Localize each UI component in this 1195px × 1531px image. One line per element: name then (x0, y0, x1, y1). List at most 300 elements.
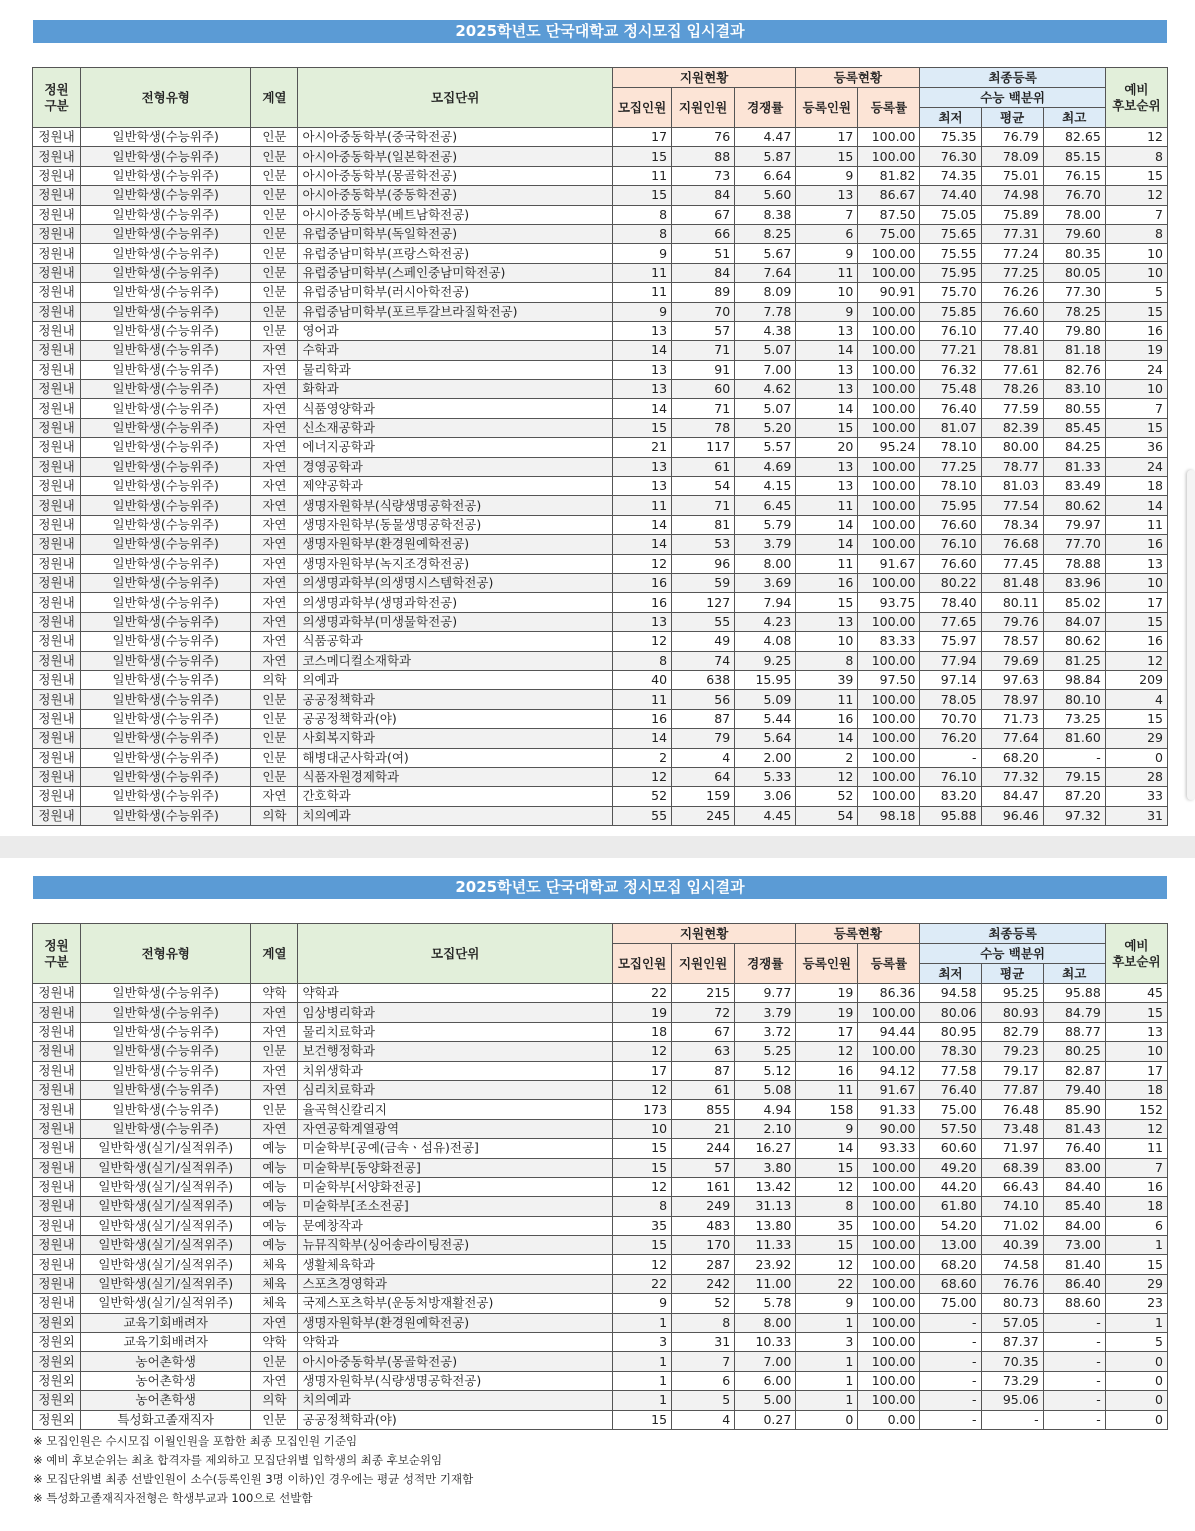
min-cell: 76.60 (920, 554, 981, 573)
type-cell: 일반학생(수능위주) (81, 341, 251, 360)
type-cell: 일반학생(수능위주) (81, 593, 251, 612)
header-final-group: 최종등록 (920, 68, 1105, 88)
header-field: 계열 (251, 924, 298, 984)
unit-cell: 문예창작과 (298, 1216, 613, 1235)
recruit-cell: 11 (612, 283, 671, 302)
quota-cell: 정원내 (33, 515, 81, 534)
registered-cell: 14 (796, 1139, 858, 1158)
table-row (33, 321, 1168, 340)
avg-cell: 74.58 (981, 1255, 1043, 1274)
ratio-cell: 3.06 (735, 787, 796, 806)
min-cell: 74.35 (920, 166, 981, 185)
reg-rate-cell: 86.67 (858, 186, 920, 205)
recruit-cell: 13 (612, 457, 671, 476)
registered-cell: 12 (796, 1042, 858, 1061)
quota-cell: 정원외 (33, 1410, 81, 1429)
recruit-cell: 1 (612, 1371, 671, 1390)
reg-rate-cell: 87.50 (858, 205, 920, 224)
reg-rate-cell: 100.00 (858, 1371, 920, 1390)
unit-cell: 자연공학계열광역 (298, 1119, 613, 1138)
registered-cell: 12 (796, 1255, 858, 1274)
avg-cell: 77.24 (981, 244, 1043, 263)
type-cell: 일반학생(수능위주) (81, 224, 251, 243)
avg-cell: 40.39 (981, 1236, 1043, 1255)
type-cell: 일반학생(실기/실적위주) (81, 1236, 251, 1255)
recruit-cell: 17 (612, 1061, 671, 1080)
quota-cell: 정원외 (33, 1391, 81, 1410)
applicants-cell: 96 (672, 554, 735, 573)
max-cell: 85.45 (1043, 418, 1105, 437)
quota-cell: 정원내 (33, 186, 81, 205)
unit-cell: 미술학부[동양화전공] (298, 1158, 613, 1177)
applicants-cell: 51 (672, 244, 735, 263)
max-cell: 97.32 (1043, 806, 1105, 825)
reg-rate-cell: 100.00 (858, 380, 920, 399)
waitlist-cell: 23 (1105, 1294, 1167, 1313)
unit-cell: 아시아중동학부(몽골학전공) (298, 1352, 613, 1371)
registered-cell: 13 (796, 186, 858, 205)
quota-cell: 정원내 (33, 1022, 81, 1041)
max-cell: 79.80 (1043, 321, 1105, 340)
applicants-cell: 88 (672, 147, 735, 166)
header-type: 전형유형 (81, 68, 251, 128)
avg-cell: 96.46 (981, 806, 1043, 825)
ratio-cell: 5.67 (735, 244, 796, 263)
waitlist-cell: 29 (1105, 1274, 1167, 1293)
unit-cell: 제약공학과 (298, 477, 613, 496)
recruit-cell: 35 (612, 1216, 671, 1235)
quota-cell: 정원내 (33, 767, 81, 786)
reg-rate-cell: 100.00 (858, 321, 920, 340)
reg-rate-cell: 100.00 (858, 147, 920, 166)
quota-cell: 정원내 (33, 438, 81, 457)
ratio-cell: 2.00 (735, 748, 796, 767)
recruit-cell: 1 (612, 1391, 671, 1410)
unit-cell: 공공정책학과(야) (298, 1410, 613, 1429)
waitlist-cell: 24 (1105, 360, 1167, 379)
table-row (33, 1080, 1168, 1099)
avg-cell: 77.64 (981, 729, 1043, 748)
type-cell: 일반학생(수능위주) (81, 1022, 251, 1041)
reg-rate-cell: 94.44 (858, 1022, 920, 1041)
unit-cell: 식품공학과 (298, 632, 613, 651)
type-cell: 일반학생(수능위주) (81, 1100, 251, 1119)
table-row (33, 399, 1168, 418)
reg-rate-cell: 100.00 (858, 535, 920, 554)
min-cell: - (920, 1391, 981, 1410)
quota-cell: 정원내 (33, 593, 81, 612)
waitlist-cell: 16 (1105, 632, 1167, 651)
header-apply-group: 지원현황 (612, 924, 795, 944)
quota-cell: 정원내 (33, 670, 81, 689)
reg-rate-cell: 86.36 (858, 984, 920, 1003)
recruit-cell: 14 (612, 535, 671, 554)
min-cell: 78.10 (920, 477, 981, 496)
waitlist-cell: 5 (1105, 1333, 1167, 1352)
max-cell: 81.18 (1043, 341, 1105, 360)
avg-cell: 71.97 (981, 1139, 1043, 1158)
quota-cell: 정원내 (33, 1255, 81, 1274)
quota-cell: 정원내 (33, 477, 81, 496)
reg-rate-cell: 100.00 (858, 263, 920, 282)
registered-cell: 14 (796, 729, 858, 748)
ratio-cell: 3.79 (735, 1003, 796, 1022)
avg-cell: 77.45 (981, 554, 1043, 573)
avg-cell: 80.11 (981, 593, 1043, 612)
table-row (33, 418, 1168, 437)
registered-cell: 0 (796, 1410, 858, 1429)
registered-cell: 11 (796, 263, 858, 282)
waitlist-cell: 6 (1105, 1216, 1167, 1235)
waitlist-cell: 1 (1105, 1313, 1167, 1332)
avg-cell: 78.97 (981, 690, 1043, 709)
unit-cell: 생명자원학부(녹지조경학전공) (298, 554, 613, 573)
registered-cell: 17 (796, 1022, 858, 1041)
field-cell: 자연 (251, 1080, 298, 1099)
min-cell: 94.58 (920, 984, 981, 1003)
avg-cell: 70.35 (981, 1352, 1043, 1371)
registered-cell: 10 (796, 283, 858, 302)
type-cell: 일반학생(수능위주) (81, 1042, 251, 1061)
ratio-cell: 7.64 (735, 263, 796, 282)
table-row (33, 612, 1168, 631)
quota-cell: 정원내 (33, 147, 81, 166)
ratio-cell: 4.38 (735, 321, 796, 340)
avg-cell: 77.40 (981, 321, 1043, 340)
ratio-cell: 8.38 (735, 205, 796, 224)
max-cell: 76.40 (1043, 1139, 1105, 1158)
type-cell: 일반학생(수능위주) (81, 787, 251, 806)
unit-cell: 아시아중동학부(베트남학전공) (298, 205, 613, 224)
ratio-cell: 5.79 (735, 515, 796, 534)
max-cell: 83.96 (1043, 573, 1105, 592)
waitlist-cell: 0 (1105, 1391, 1167, 1410)
reg-rate-cell: 91.67 (858, 1080, 920, 1099)
registered-cell: 14 (796, 535, 858, 554)
reg-rate-cell: 100.00 (858, 1255, 920, 1274)
registered-cell: 12 (796, 767, 858, 786)
type-cell: 일반학생(수능위주) (81, 283, 251, 302)
recruit-cell: 16 (612, 593, 671, 612)
recruit-cell: 40 (612, 670, 671, 689)
reg-rate-cell: 100.00 (858, 128, 920, 147)
recruit-cell: 13 (612, 380, 671, 399)
type-cell: 일반학생(수능위주) (81, 418, 251, 437)
table-row (33, 1313, 1168, 1332)
ratio-cell: 5.78 (735, 1294, 796, 1313)
waitlist-cell: 13 (1105, 554, 1167, 573)
type-cell: 일반학생(수능위주) (81, 263, 251, 282)
header-unit: 모집단위 (298, 68, 613, 128)
reg-rate-cell: 93.75 (858, 593, 920, 612)
min-cell: 95.88 (920, 806, 981, 825)
waitlist-cell: 4 (1105, 690, 1167, 709)
field-cell: 인문 (251, 1100, 298, 1119)
ratio-cell: 6.64 (735, 166, 796, 185)
applicants-cell: 71 (672, 341, 735, 360)
avg-cell: 73.29 (981, 1371, 1043, 1390)
max-cell: - (1043, 1371, 1105, 1390)
unit-cell: 영어과 (298, 321, 613, 340)
quota-cell: 정원내 (33, 729, 81, 748)
registered-cell: 7 (796, 205, 858, 224)
type-cell: 일반학생(수능위주) (81, 984, 251, 1003)
type-cell: 일반학생(수능위주) (81, 321, 251, 340)
ratio-cell: 8.00 (735, 1313, 796, 1332)
table-row (33, 1410, 1168, 1429)
registered-cell: 9 (796, 244, 858, 263)
field-cell: 인문 (251, 321, 298, 340)
quota-cell: 정원외 (33, 1371, 81, 1390)
min-cell: - (920, 748, 981, 767)
applicants-cell: 76 (672, 128, 735, 147)
quota-cell: 정원내 (33, 612, 81, 631)
max-cell: 95.88 (1043, 984, 1105, 1003)
reg-rate-cell: 91.33 (858, 1100, 920, 1119)
max-cell: 98.84 (1043, 670, 1105, 689)
table-row (33, 1333, 1168, 1352)
min-cell: 77.94 (920, 651, 981, 670)
min-cell: 80.95 (920, 1022, 981, 1041)
avg-cell: 78.26 (981, 380, 1043, 399)
unit-cell: 아시아중동학부(중동학전공) (298, 186, 613, 205)
field-cell: 체육 (251, 1294, 298, 1313)
table-row (33, 709, 1168, 728)
max-cell: 84.07 (1043, 612, 1105, 631)
scrollbar-handle[interactable] (1187, 470, 1195, 800)
table-row (33, 438, 1168, 457)
applicants-cell: 52 (672, 1294, 735, 1313)
header-quota: 정원 구분 (33, 68, 81, 128)
quota-cell: 정원내 (33, 1197, 81, 1216)
type-cell: 일반학생(수능위주) (81, 1080, 251, 1099)
applicants-cell: 21 (672, 1119, 735, 1138)
ratio-cell: 13.42 (735, 1177, 796, 1196)
footnote: ※ 예비 후보순위는 최초 합격자를 제외하고 모집단위별 입학생의 최종 후보순위임 (33, 1453, 443, 1467)
recruit-cell: 19 (612, 1003, 671, 1022)
reg-rate-cell: 100.00 (858, 360, 920, 379)
avg-cell: 76.76 (981, 1274, 1043, 1293)
applicants-cell: 56 (672, 690, 735, 709)
type-cell: 일반학생(수능위주) (81, 128, 251, 147)
recruit-cell: 12 (612, 767, 671, 786)
type-cell: 일반학생(수능위주) (81, 670, 251, 689)
registered-cell: 1 (796, 1313, 858, 1332)
ratio-cell: 5.08 (735, 1080, 796, 1099)
reg-rate-cell: 100.00 (858, 457, 920, 476)
max-cell: 80.55 (1043, 399, 1105, 418)
quota-cell: 정원내 (33, 1236, 81, 1255)
registered-cell: 15 (796, 418, 858, 437)
min-cell: - (920, 1333, 981, 1352)
table-row (33, 651, 1168, 670)
recruit-cell: 52 (612, 787, 671, 806)
registered-cell: 39 (796, 670, 858, 689)
type-cell: 일반학생(수능위주) (81, 360, 251, 379)
header-min: 최저 (920, 108, 981, 128)
ratio-cell: 16.27 (735, 1139, 796, 1158)
waitlist-cell: 15 (1105, 418, 1167, 437)
type-cell: 일반학생(실기/실적위주) (81, 1177, 251, 1196)
quota-cell: 정원외 (33, 1313, 81, 1332)
field-cell: 예능 (251, 1139, 298, 1158)
header-applicants: 지원인원 (672, 944, 735, 984)
avg-cell: 78.34 (981, 515, 1043, 534)
unit-cell: 임상병리학과 (298, 1003, 613, 1022)
registered-cell: 22 (796, 1274, 858, 1293)
quota-cell: 정원내 (33, 341, 81, 360)
applicants-cell: 61 (672, 457, 735, 476)
reg-rate-cell: 100.00 (858, 496, 920, 515)
min-cell: 78.40 (920, 593, 981, 612)
avg-cell: 74.10 (981, 1197, 1043, 1216)
waitlist-cell: 0 (1105, 1410, 1167, 1429)
unit-cell: 유럽중남미학부(포르투갈브라질학전공) (298, 302, 613, 321)
quota-cell: 정원내 (33, 748, 81, 767)
waitlist-cell: 7 (1105, 399, 1167, 418)
unit-cell: 율곡혁신칼리지 (298, 1100, 613, 1119)
applicants-cell: 91 (672, 360, 735, 379)
ratio-cell: 11.00 (735, 1274, 796, 1293)
applicants-cell: 5 (672, 1391, 735, 1410)
registered-cell: 9 (796, 166, 858, 185)
min-cell: 77.65 (920, 612, 981, 631)
waitlist-cell: 15 (1105, 166, 1167, 185)
registered-cell: 9 (796, 1294, 858, 1313)
quota-cell: 정원내 (33, 1080, 81, 1099)
recruit-cell: 10 (612, 1119, 671, 1138)
min-cell: 75.70 (920, 283, 981, 302)
registered-cell: 13 (796, 612, 858, 631)
table-body (33, 984, 1168, 1430)
results-table-2 (32, 923, 1168, 1430)
quota-cell: 정원내 (33, 1216, 81, 1235)
recruit-cell: 1 (612, 1352, 671, 1371)
waitlist-cell: 10 (1105, 573, 1167, 592)
reg-rate-cell: 100.00 (858, 244, 920, 263)
table-row (33, 302, 1168, 321)
field-cell: 자연 (251, 418, 298, 437)
type-cell: 일반학생(실기/실적위주) (81, 1216, 251, 1235)
max-cell: 73.00 (1043, 1236, 1105, 1255)
applicants-cell: 244 (672, 1139, 735, 1158)
field-cell: 인문 (251, 186, 298, 205)
footnotes (33, 1432, 473, 1508)
table-row (33, 1022, 1168, 1041)
registered-cell: 2 (796, 748, 858, 767)
header-reg-group: 등록현황 (796, 924, 920, 944)
reg-rate-cell: 100.00 (858, 1333, 920, 1352)
quota-cell: 정원내 (33, 1177, 81, 1196)
recruit-cell: 15 (612, 418, 671, 437)
unit-cell: 의예과 (298, 670, 613, 689)
quota-cell: 정원내 (33, 1100, 81, 1119)
field-cell: 인문 (251, 283, 298, 302)
type-cell: 일반학생(수능위주) (81, 186, 251, 205)
quota-cell: 정원내 (33, 457, 81, 476)
avg-cell: 75.89 (981, 205, 1043, 224)
avg-cell: 77.25 (981, 263, 1043, 282)
unit-cell: 스포츠경영학과 (298, 1274, 613, 1293)
type-cell: 일반학생(실기/실적위주) (81, 1158, 251, 1177)
reg-rate-cell: 100.00 (858, 767, 920, 786)
reg-rate-cell: 100.00 (858, 1197, 920, 1216)
quota-cell: 정원내 (33, 709, 81, 728)
max-cell: 73.25 (1043, 709, 1105, 728)
avg-cell: 76.48 (981, 1100, 1043, 1119)
max-cell: - (1043, 1333, 1105, 1352)
type-cell: 일반학생(수능위주) (81, 515, 251, 534)
applicants-cell: 31 (672, 1333, 735, 1352)
avg-cell: 78.09 (981, 147, 1043, 166)
table-row (33, 1294, 1168, 1313)
field-cell: 자연 (251, 612, 298, 631)
waitlist-cell: 29 (1105, 729, 1167, 748)
type-cell: 일반학생(수능위주) (81, 1119, 251, 1138)
avg-cell: 76.60 (981, 302, 1043, 321)
waitlist-cell: 12 (1105, 1119, 1167, 1138)
table-row (33, 380, 1168, 399)
table-row (33, 1371, 1168, 1390)
max-cell: 84.25 (1043, 438, 1105, 457)
recruit-cell: 12 (612, 1080, 671, 1099)
header-avg: 평균 (981, 964, 1043, 984)
max-cell: - (1043, 1410, 1105, 1429)
field-cell: 자연 (251, 535, 298, 554)
min-cell: - (920, 1371, 981, 1390)
max-cell: 83.00 (1043, 1158, 1105, 1177)
min-cell: 75.48 (920, 380, 981, 399)
unit-cell: 보건행정학과 (298, 1042, 613, 1061)
reg-rate-cell: 100.00 (858, 1003, 920, 1022)
table-row (33, 1042, 1168, 1061)
ratio-cell: 10.33 (735, 1333, 796, 1352)
quota-cell: 정원내 (33, 1042, 81, 1061)
quota-cell: 정원내 (33, 128, 81, 147)
unit-cell: 생명자원학부(환경원예학전공) (298, 535, 613, 554)
field-cell: 인문 (251, 166, 298, 185)
table-body (33, 128, 1168, 826)
type-cell: 일반학생(실기/실적위주) (81, 1255, 251, 1274)
ratio-cell: 5.57 (735, 438, 796, 457)
min-cell: 78.30 (920, 1042, 981, 1061)
registered-cell: 17 (796, 128, 858, 147)
table-row (33, 515, 1168, 534)
header-suneung: 수능 백분위 (920, 944, 1105, 964)
field-cell: 인문 (251, 205, 298, 224)
reg-rate-cell: 83.33 (858, 632, 920, 651)
min-cell: 74.40 (920, 186, 981, 205)
min-cell: 57.50 (920, 1119, 981, 1138)
ratio-cell: 7.78 (735, 302, 796, 321)
recruit-cell: 12 (612, 554, 671, 573)
type-cell: 일반학생(수능위주) (81, 147, 251, 166)
field-cell: 자연 (251, 1371, 298, 1390)
waitlist-cell: 15 (1105, 302, 1167, 321)
applicants-cell: 71 (672, 496, 735, 515)
waitlist-cell: 15 (1105, 612, 1167, 631)
max-cell: 84.79 (1043, 1003, 1105, 1022)
registered-cell: 13 (796, 360, 858, 379)
unit-cell: 미술학부[공예(금속ㆍ섬유)전공] (298, 1139, 613, 1158)
min-cell: - (920, 1352, 981, 1371)
recruit-cell: 14 (612, 515, 671, 534)
recruit-cell: 14 (612, 399, 671, 418)
avg-cell: 97.63 (981, 670, 1043, 689)
table-row (33, 767, 1168, 786)
applicants-cell: 57 (672, 1158, 735, 1177)
registered-cell: 16 (796, 1061, 858, 1080)
